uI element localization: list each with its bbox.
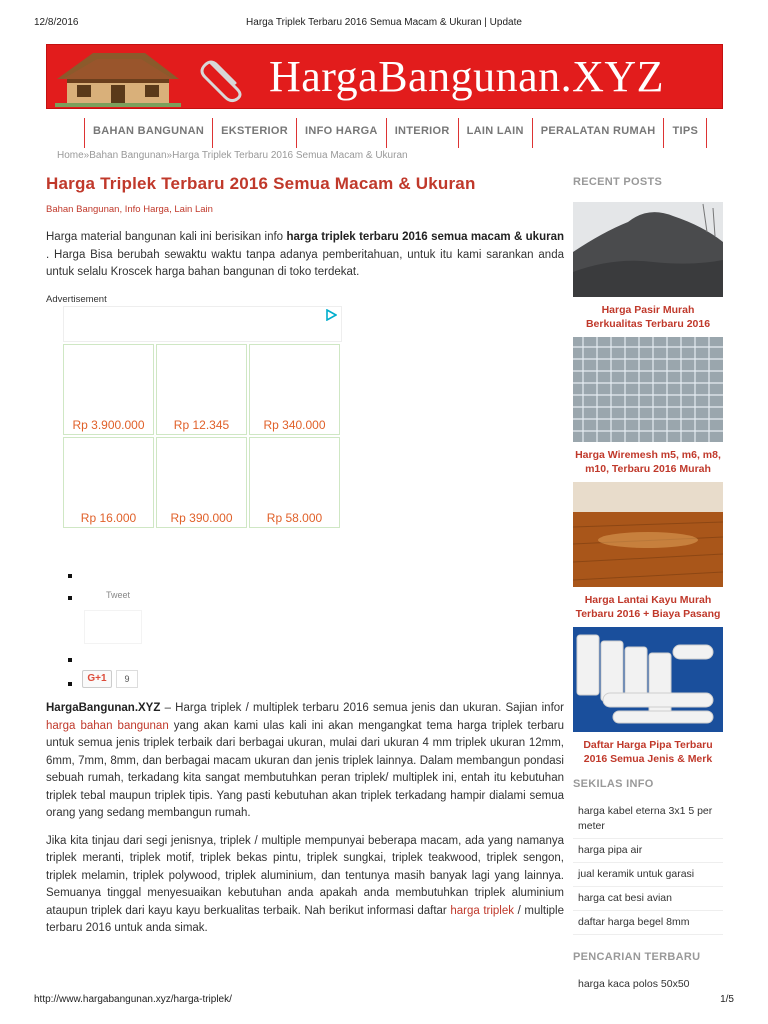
sidebar	[573, 174, 723, 996]
pencarian-terbaru-heading: PENCARIAN TERBARU	[573, 951, 701, 963]
nav-lain-lain[interactable]: LAIN LAIN	[458, 118, 532, 148]
nav-tips[interactable]: TIPS	[663, 118, 707, 148]
ad-item[interactable]	[156, 344, 247, 435]
breadcrumb[interactable]: Home»Bahan Bangunan»Harga Triplek Terbaru 2016 Semua Macam & Ukuran	[57, 150, 408, 161]
sekilas-info-item[interactable]: harga pipa air	[573, 839, 723, 863]
ad-price: Rp 3.900.000	[72, 418, 145, 432]
ad-item[interactable]	[156, 437, 247, 528]
main-nav	[84, 118, 707, 148]
recent-post-link[interactable]: Daftar Harga Pipa Terbaru 2016 Semua Jenis & Merk	[583, 739, 713, 765]
wood-floor-thumbnail[interactable]	[573, 482, 723, 587]
recent-post-link[interactable]: Harga Pasir Murah Berkualitas Terbaru 2016	[585, 304, 711, 330]
article-body	[46, 700, 564, 948]
ad-price: Rp 390.000	[170, 511, 233, 525]
pipe-thumbnail[interactable]	[573, 627, 723, 732]
wiremesh-thumbnail[interactable]	[573, 337, 723, 442]
ad-header	[63, 306, 342, 342]
article-paragraph: Jika kita tinjau dari segi jenisnya, triplek / multiple mempunyai beberapa macam, ada yang namanya triplek meranti, triplek motif, triplek bekas pintu, triplek sungkai, triplek teakwood, triplek sengon, triplek melamin, triplek polywood, triplek aluminium, dan tentunya masih banyak lagi yang lainnya. Semuanya tinggal menyesuaikan kebutuhan anda apakah anda membutuhkan triplek aluminium ataupun triplek dari kayu kayu berkualitas terbaik. Nah berikut informasi daftar harga triplek / multiple terbaru 2016 untuk anda simak.	[46, 834, 564, 934]
category-link[interactable]: Info Harga	[124, 204, 170, 215]
print-url: http://www.hargabangunan.xyz/harga-triplek/	[34, 994, 232, 1005]
inline-link[interactable]: harga bahan bangunan	[46, 719, 169, 732]
category-link[interactable]: Lain Lain	[174, 204, 213, 215]
post-title: Harga Triplek Terbaru 2016 Semua Macam & Ukuran	[46, 174, 476, 193]
tweet-button[interactable]: Tweet	[106, 590, 131, 600]
recent-post-link[interactable]: Harga Lantai Kayu Murah Terbaru 2016 + Biaya Pasang	[575, 594, 721, 620]
post-categories: Bahan Bangunan, Info Harga, Lain Lain	[46, 204, 213, 215]
nav-bahan-bangunan[interactable]: BAHAN BANGUNAN	[84, 118, 212, 148]
google-plus-count: 9	[116, 670, 138, 688]
recent-post-link[interactable]: Harga Wiremesh m5, m6, m8, m10, Terbaru 2016 Murah	[575, 449, 721, 475]
ad-item[interactable]	[249, 437, 340, 528]
ad-item[interactable]	[63, 437, 154, 528]
facebook-like-box[interactable]	[84, 610, 142, 644]
main-content	[46, 174, 564, 305]
site-name[interactable]: HargaBangunan.XYZ	[269, 52, 665, 101]
list-bullet	[68, 682, 72, 686]
ad-price: Rp 12.345	[173, 418, 230, 432]
paperclip-icon	[197, 53, 247, 103]
sekilas-info-item[interactable]: harga cat besi avian	[573, 887, 723, 911]
intro-paragraph: Harga material bangunan kali ini berisikan info harga triplek terbaru 2016 semua macam & ukuran . Harga Bisa berubah sewaktu waktu tanpa adanya pemberitahuan, untuk itu kami sarankan anda untuk selalu Kroscek harga bahan bangunan di toko terdekat.	[46, 231, 564, 278]
ad-item[interactable]	[63, 344, 154, 435]
sekilas-info-item[interactable]: daftar harga begel 8mm	[573, 911, 723, 935]
site-banner[interactable]	[46, 44, 723, 109]
nav-interior[interactable]: INTERIOR	[386, 118, 458, 148]
ad-price: Rp 58.000	[266, 511, 323, 525]
sekilas-info-heading: SEKILAS INFO	[573, 778, 654, 790]
print-doc-title: Harga Triplek Terbaru 2016 Semua Macam & Ukuran | Update	[246, 17, 522, 28]
print-date: 12/8/2016	[34, 17, 79, 28]
ad-item[interactable]	[249, 344, 340, 435]
nav-info-harga[interactable]: INFO HARGA	[296, 118, 386, 148]
nav-eksterior[interactable]: EKSTERIOR	[212, 118, 296, 148]
print-page-number: 1/5	[720, 994, 734, 1005]
search-term-item[interactable]: harga kaca polos 50x50	[578, 978, 690, 990]
advertisement-label: Advertisement	[46, 293, 107, 305]
sand-pile-thumbnail[interactable]	[573, 202, 723, 297]
category-link[interactable]: Bahan Bangunan	[46, 204, 120, 215]
recent-posts-heading: RECENT POSTS	[573, 176, 663, 188]
list-bullet	[68, 596, 72, 600]
ad-block[interactable]	[63, 306, 342, 528]
adchoices-icon[interactable]	[325, 309, 337, 321]
nav-peralatan-rumah[interactable]: PERALATAN RUMAH	[532, 118, 664, 148]
article-paragraph: HargaBangunan.XYZ – Harga triplek / multiplek terbaru 2016 semua jenis dan ukuran. Sajian infor harga bahan bangunan yang akan kami ulas kali ini akan mengangkat tema harga triplek terbaru untuk semua jenis triplek terbaik dari berbagai ukuran, mulai dari ukuran 4 mm triplek ukuran 12mm, 6mm, 7mm, 8mm, dan berbagai macam ukuran dan jenis triplek lainnya. Dalam membangun pondasi sebuah rumah, terkadang kita sangat membutuhkan peran triplek/ multiplek ini, entah itu kebutuhan triplek tebal maupun triplek tipis. Yang pasti kebutuhan akan triplek terkadang hampir dialami semua orang yang sedang membangun rumah.	[46, 702, 564, 819]
google-plus-button[interactable]: G+1	[82, 670, 112, 688]
sekilas-info-item[interactable]: harga kabel eterna 3x1 5 per meter	[573, 800, 723, 839]
ad-price: Rp 16.000	[80, 511, 137, 525]
inline-link[interactable]: harga triplek	[450, 904, 515, 917]
ad-price: Rp 340.000	[263, 418, 326, 432]
list-bullet	[68, 658, 72, 662]
house-logo-icon	[53, 49, 183, 107]
sekilas-info-item[interactable]: jual keramik untuk garasi	[573, 863, 723, 887]
list-bullet	[68, 574, 72, 578]
